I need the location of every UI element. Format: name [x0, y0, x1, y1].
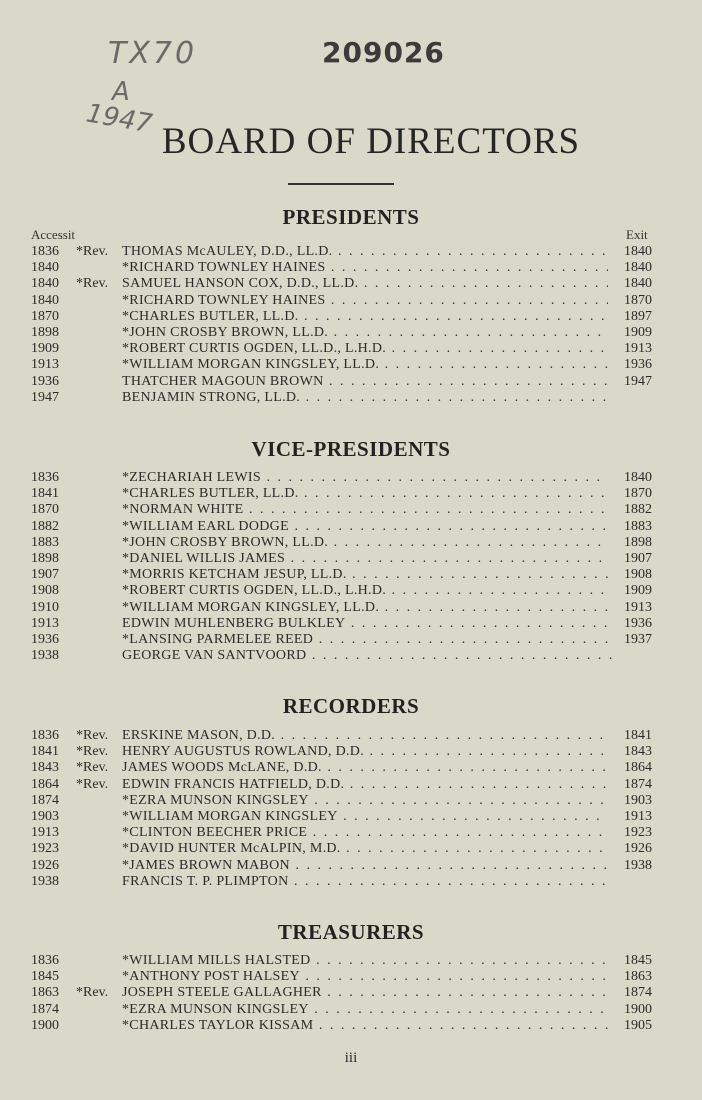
list-item: [0, 616, 702, 632]
director-name: *MORRIS KETCHAM JESUP, LL.D. . . .: [122, 567, 608, 583]
list-item: [0, 809, 702, 825]
director-name: GEORGE VAN SANTVOORD . . .: [122, 648, 612, 664]
end-year: 1898: [624, 534, 652, 550]
start-year: 1841: [31, 486, 59, 502]
list-item: [0, 502, 702, 518]
end-year: 1909: [624, 324, 652, 340]
start-year: 1938: [31, 648, 59, 664]
start-year: 1923: [31, 841, 59, 857]
director-name: EDWIN MUHLENBERG BULKLEY . . .: [122, 616, 608, 632]
list-item: [0, 486, 702, 502]
end-year: 1897: [624, 308, 652, 324]
list-item: [0, 760, 702, 776]
director-name: *JAMES BROWN MABON . . .: [122, 858, 608, 874]
director-name: FRANCIS T. P. PLIMPTON . . .: [122, 874, 612, 890]
start-year: 1882: [31, 518, 59, 534]
honorific: *Rev.: [76, 760, 109, 776]
director-name: *WILLIAM MILLS HALSTED . . .: [122, 953, 608, 969]
director-name: *WILLIAM MORGAN KINGSLEY, LL.D. . . .: [122, 357, 608, 373]
honorific: *Rev.: [76, 985, 109, 1001]
list-item: [0, 874, 702, 890]
list-item: [0, 985, 702, 1001]
start-year: 1840: [31, 292, 59, 308]
director-name: *WILLIAM MORGAN KINGSLEY . . .: [122, 809, 608, 825]
column-header-exit: Exit: [626, 227, 648, 242]
start-year: 1898: [31, 550, 59, 566]
list-item: [0, 551, 702, 567]
start-year: 1874: [31, 1001, 59, 1017]
presidents-list: [0, 244, 702, 406]
start-year: 1845: [31, 969, 59, 985]
end-year: 1913: [624, 808, 652, 824]
end-year: 1840: [624, 260, 652, 276]
end-year: 1840: [624, 276, 652, 292]
director-name: *ANTHONY POST HALSEY . . .: [122, 969, 608, 985]
start-year: 1870: [31, 308, 59, 324]
start-year: 1936: [31, 373, 59, 389]
director-name: EDWIN FRANCIS HATFIELD, D.D. . . .: [122, 777, 608, 793]
start-year: 1907: [31, 567, 59, 583]
vice-presidents-list: [0, 470, 702, 664]
end-year: 1926: [624, 841, 652, 857]
start-year: 1836: [31, 470, 59, 485]
start-year: 1913: [31, 615, 59, 631]
end-year: 1883: [624, 518, 652, 534]
list-item: [0, 1018, 702, 1034]
honorific: *Rev.: [76, 744, 109, 760]
list-item: [0, 309, 702, 325]
honorific: *Rev.: [76, 276, 109, 292]
start-year: 1903: [31, 808, 59, 824]
end-year: 1874: [624, 985, 652, 1001]
end-year: 1864: [624, 760, 652, 776]
end-year: 1870: [624, 486, 652, 502]
end-year: 1874: [624, 776, 652, 792]
start-year: 1864: [31, 776, 59, 792]
start-year: 1898: [31, 324, 59, 340]
director-name: THATCHER MAGOUN BROWN . . .: [122, 374, 608, 390]
end-year: 1870: [624, 292, 652, 308]
start-year: 1913: [31, 825, 59, 841]
start-year: 1841: [31, 744, 59, 760]
end-year: 1882: [624, 502, 652, 518]
list-item: [0, 244, 702, 260]
end-year: 1843: [624, 744, 652, 760]
director-name: *EZRA MUNSON KINGSLEY . . .: [122, 793, 608, 809]
list-item: [0, 777, 702, 793]
director-name: *ROBERT CURTIS OGDEN, LL.D., L.H.D. . . .: [122, 583, 608, 599]
start-year: 1870: [31, 502, 59, 518]
end-year: 1863: [624, 969, 652, 985]
director-name: *ZECHARIAH LEWIS . . .: [122, 470, 608, 486]
end-year: 1913: [624, 599, 652, 615]
list-item: [0, 519, 702, 535]
recorders-list: [0, 728, 702, 890]
start-year: 1947: [31, 389, 59, 405]
list-item: [0, 728, 702, 744]
list-item: [0, 325, 702, 341]
list-item: [0, 744, 702, 760]
honorific: *Rev.: [76, 244, 109, 259]
list-item: [0, 600, 702, 616]
start-year: 1909: [31, 341, 59, 357]
end-year: 1937: [624, 631, 652, 647]
end-year: 1938: [624, 857, 652, 873]
list-item: [0, 583, 702, 599]
director-name: *LANSING PARMELEE REED . . .: [122, 632, 608, 648]
start-year: 1836: [31, 728, 59, 743]
start-year: 1910: [31, 599, 59, 615]
end-year: 1908: [624, 567, 652, 583]
list-item: [0, 374, 702, 390]
director-name: *ROBERT CURTIS OGDEN, LL.D., L.H.D. . . .: [122, 341, 608, 357]
director-name: *CHARLES BUTLER, LL.D. . . .: [122, 486, 608, 502]
section-heading-vice-presidents: VICE-PRESIDENTS: [251, 437, 451, 461]
list-item: [0, 341, 702, 357]
list-item: [0, 841, 702, 857]
director-name: *DAVID HUNTER McALPIN, M.D. . . .: [122, 841, 608, 857]
treasurers-list: [0, 953, 702, 1034]
start-year: 1938: [31, 873, 59, 889]
start-year: 1843: [31, 760, 59, 776]
start-year: 1908: [31, 583, 59, 599]
list-item: [0, 632, 702, 648]
director-name: *WILLIAM EARL DODGE . . .: [122, 519, 608, 535]
end-year: 1845: [624, 953, 652, 968]
list-item: [0, 969, 702, 985]
list-item: [0, 793, 702, 809]
start-year: 1900: [31, 1017, 59, 1033]
start-year: 1840: [31, 276, 59, 292]
director-name: *NORMAN WHITE . . .: [122, 502, 608, 518]
director-name: *CHARLES TAYLOR KISSAM . . .: [122, 1018, 608, 1034]
end-year: 1947: [624, 373, 652, 389]
director-name: *JOHN CROSBY BROWN, LL.D. . . .: [122, 535, 608, 551]
director-name: JAMES WOODS McLANE, D.D. . . .: [122, 760, 608, 776]
list-item: [0, 357, 702, 373]
end-year: 1903: [624, 792, 652, 808]
end-year: 1840: [624, 470, 652, 485]
start-year: 1936: [31, 631, 59, 647]
director-name: BENJAMIN STRONG, LL.D. . . .: [122, 390, 612, 406]
list-item: [0, 567, 702, 583]
column-header-accessit: Accessit: [31, 227, 76, 242]
start-year: 1883: [31, 534, 59, 550]
director-name: HENRY AUGUSTUS ROWLAND, D.D. . . .: [122, 744, 608, 760]
start-year: 1874: [31, 792, 59, 808]
director-name: *WILLIAM MORGAN KINGSLEY, LL.D. . . .: [122, 600, 608, 616]
director-name: SAMUEL HANSON COX, D.D., LL.D. . . .: [122, 276, 608, 292]
section-heading-recorders: RECORDERS: [282, 694, 420, 718]
list-item: [0, 470, 702, 486]
end-year: 1900: [624, 1001, 652, 1017]
section-heading-presidents: PRESIDENTS: [282, 205, 420, 229]
director-name: *RICHARD TOWNLEY HAINES . . .: [122, 260, 608, 276]
start-year: 1840: [31, 260, 59, 276]
page-number: iii: [344, 1050, 358, 1066]
end-year: 1909: [624, 583, 652, 599]
handwritten-letter: A: [112, 77, 130, 107]
director-name: THOMAS McAULEY, D.D., LL.D. . . .: [122, 244, 608, 260]
director-name: *CHARLES BUTLER, LL.D. . . .: [122, 309, 608, 325]
start-year: 1836: [31, 953, 59, 968]
list-item: [0, 276, 702, 292]
honorific: *Rev.: [76, 728, 109, 743]
list-item: [0, 535, 702, 551]
list-item: [0, 825, 702, 841]
director-name: *RICHARD TOWNLEY HAINES . . .: [122, 293, 608, 309]
start-year: 1926: [31, 857, 59, 873]
list-item: [0, 1002, 702, 1018]
honorific: *Rev.: [76, 776, 109, 792]
start-year: 1836: [31, 244, 59, 259]
start-year: 1913: [31, 357, 59, 373]
list-item: [0, 858, 702, 874]
handwritten-call-number: TX70: [108, 36, 198, 71]
director-name: ERSKINE MASON, D.D. . . .: [122, 728, 608, 744]
end-year: 1840: [624, 244, 652, 259]
start-year: 1863: [31, 985, 59, 1001]
list-item: [0, 293, 702, 309]
end-year: 1923: [624, 825, 652, 841]
end-year: 1936: [624, 357, 652, 373]
end-year: 1913: [624, 341, 652, 357]
accession-number: 209026: [322, 36, 445, 69]
list-item: [0, 390, 702, 406]
director-name: *CLINTON BEECHER PRICE . . .: [122, 825, 608, 841]
section-heading-treasurers: TREASURERS: [277, 920, 425, 944]
title-rule: [288, 183, 394, 185]
director-name: *EZRA MUNSON KINGSLEY . . .: [122, 1002, 608, 1018]
handwritten-year: 1947: [83, 98, 155, 140]
end-year: 1905: [624, 1017, 652, 1033]
list-item: [0, 260, 702, 276]
end-year: 1936: [624, 615, 652, 631]
list-item: [0, 648, 702, 664]
director-name: *JOHN CROSBY BROWN, LL.D. . . .: [122, 325, 608, 341]
page-title: BOARD OF DIRECTORS: [161, 121, 581, 162]
director-name: JOSEPH STEELE GALLAGHER . . .: [122, 985, 608, 1001]
director-name: *DANIEL WILLIS JAMES . . .: [122, 551, 608, 567]
list-item: [0, 953, 702, 969]
end-year: 1907: [624, 550, 652, 566]
end-year: 1841: [624, 728, 652, 743]
